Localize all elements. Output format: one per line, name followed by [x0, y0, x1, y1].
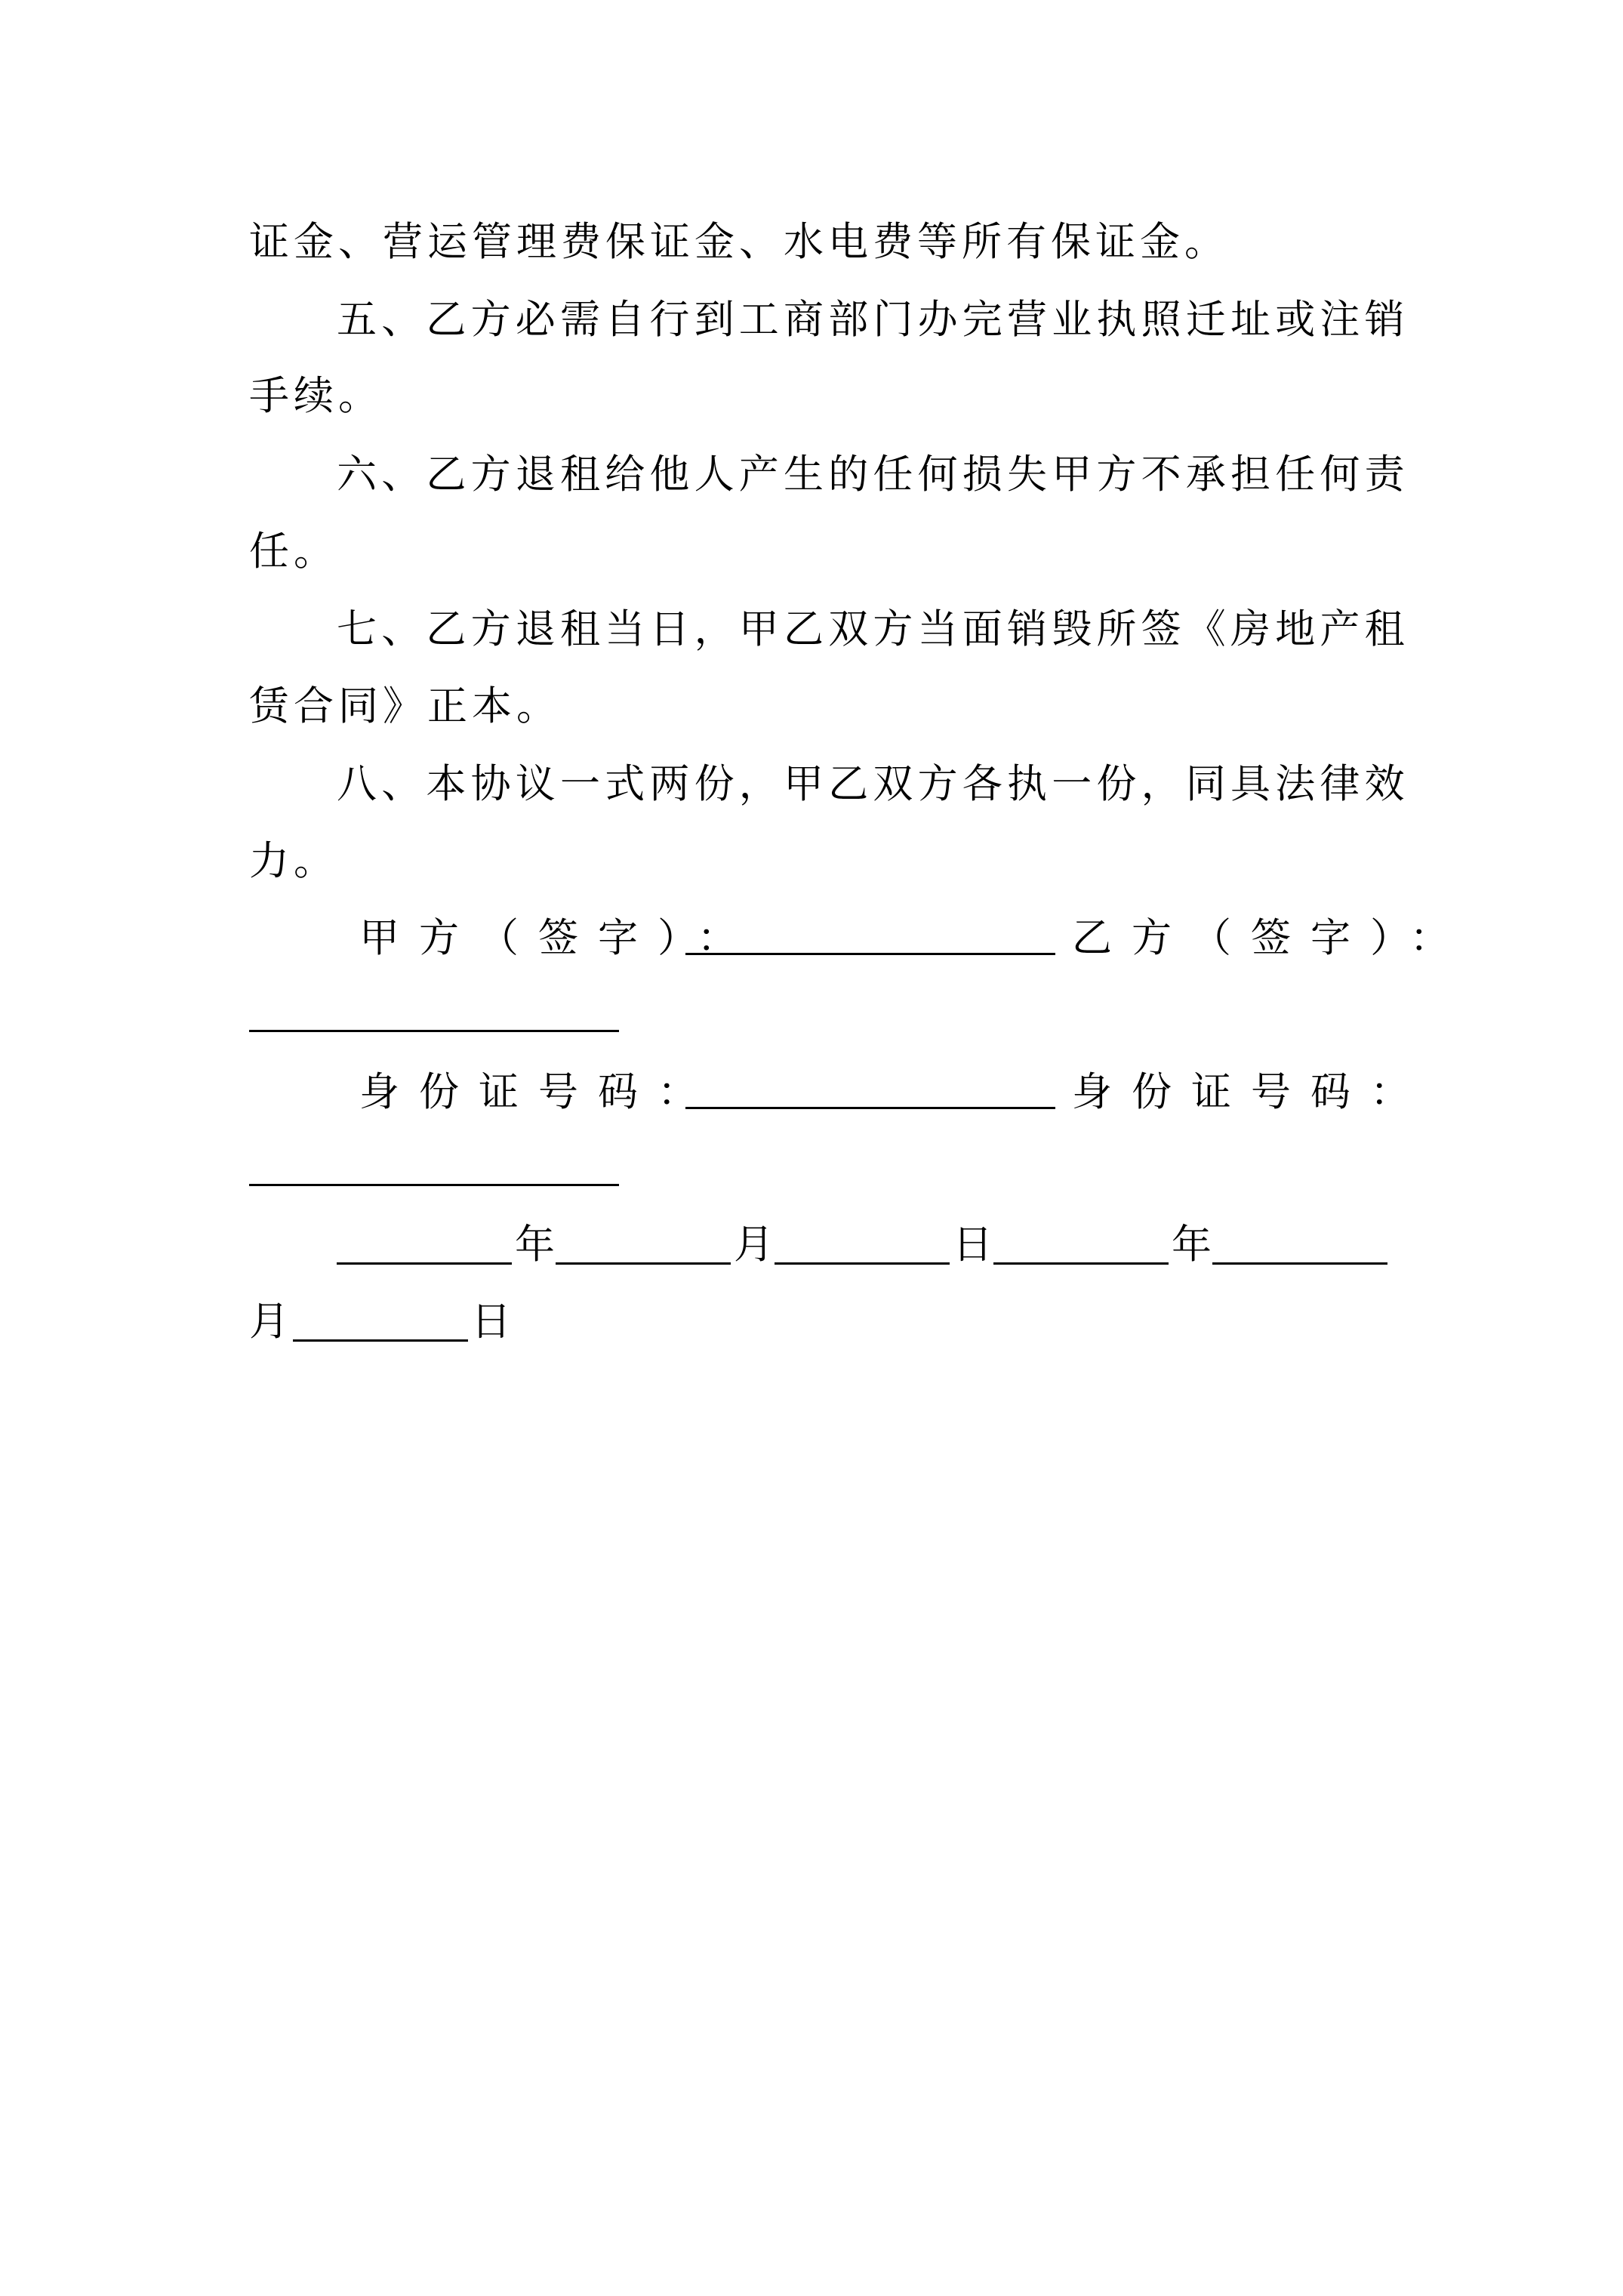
party-a-day-blank[interactable]	[775, 1262, 950, 1265]
party-b-signature-label: 乙方（签字）：	[1072, 915, 1470, 961]
clause-7-line-1: 七、乙方退租当日，甲乙双方当面销毁所签《房地产租	[337, 606, 1409, 652]
party-a-signature-label: 甲方（签字）：	[359, 915, 757, 961]
clause-8-line-1: 八、本协议一式两份，甲乙双方各执一份，同具法律效	[337, 761, 1409, 807]
party-b-day-blank[interactable]	[293, 1339, 468, 1342]
party-a-signature-blank[interactable]	[685, 953, 1055, 955]
clause-5-line-1: 五、乙方必需自行到工商部门办完营业执照迁址或注销	[337, 297, 1409, 343]
party-b-month-blank[interactable]	[1212, 1262, 1387, 1265]
party-b-year-label: 年	[1172, 1222, 1212, 1268]
party-a-month-blank[interactable]	[556, 1262, 731, 1265]
party-a-year-blank[interactable]	[337, 1262, 512, 1265]
paragraph-line: 证金、营运管理费保证金、水电费等所有保证金。	[249, 219, 1229, 265]
party-b-day-label: 日	[471, 1299, 511, 1345]
party-b-year-blank[interactable]	[993, 1262, 1169, 1265]
party-a-day-label: 日	[953, 1222, 993, 1268]
clause-6-line-1: 六、乙方退租给他人产生的任何损失甲方不承担任何责	[337, 451, 1409, 498]
party-a-id-blank[interactable]	[685, 1107, 1055, 1109]
party-b-id-label: 身份证号码：	[1072, 1069, 1430, 1115]
party-b-signature-blank[interactable]	[249, 1030, 619, 1032]
party-a-id-label: 身份证号码：	[359, 1069, 717, 1115]
clause-7-line-2: 赁合同》正本。	[249, 683, 561, 729]
party-b-id-blank[interactable]	[249, 1184, 619, 1186]
clause-6-line-2: 任。	[249, 529, 338, 575]
party-a-month-label: 月	[734, 1222, 774, 1268]
party-b-month-label: 月	[249, 1299, 289, 1345]
clause-5-line-2: 手续。	[249, 373, 383, 419]
clause-8-line-2: 力。	[249, 838, 338, 884]
party-a-year-label: 年	[515, 1222, 555, 1268]
